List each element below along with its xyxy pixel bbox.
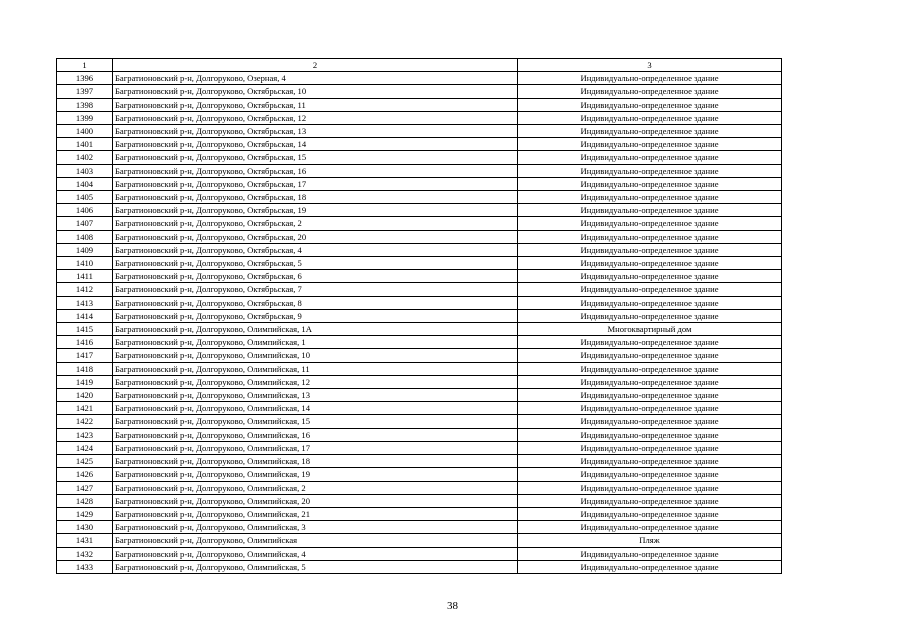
table-row — [57, 296, 782, 309]
row-object-type: Индивидуально-определенное здание — [518, 283, 782, 296]
row-object-type: Индивидуально-определенное здание — [518, 309, 782, 322]
row-address: Багратионовский р-н, Долгоруково, Олимпийская, 19 — [113, 468, 518, 481]
row-address: Багратионовский р-н, Долгоруково, Октябрьская, 9 — [113, 309, 518, 322]
row-number: 1406 — [57, 204, 113, 217]
table-row — [57, 507, 782, 520]
table-row — [57, 349, 782, 362]
row-object-type: Индивидуально-определенное здание — [518, 362, 782, 375]
row-object-type: Индивидуально-определенное здание — [518, 441, 782, 454]
row-object-type: Индивидуально-определенное здание — [518, 111, 782, 124]
row-number: 1401 — [57, 138, 113, 151]
table-row — [57, 151, 782, 164]
row-number: 1430 — [57, 521, 113, 534]
table-row — [57, 547, 782, 560]
row-number: 1414 — [57, 309, 113, 322]
row-number: 1397 — [57, 85, 113, 98]
row-address: Багратионовский р-н, Долгоруково, Олимпийская, 1А — [113, 323, 518, 336]
table-row — [57, 270, 782, 283]
row-address: Багратионовский р-н, Долгоруково, Олимпийская, 4 — [113, 547, 518, 560]
table-row — [57, 336, 782, 349]
row-object-type: Индивидуально-определенное здание — [518, 257, 782, 270]
column-header-address: 2 — [113, 59, 518, 72]
row-address: Багратионовский р-н, Долгоруково, Октябрьская, 2 — [113, 217, 518, 230]
row-object-type: Индивидуально-определенное здание — [518, 230, 782, 243]
table-row — [57, 481, 782, 494]
row-object-type: Индивидуально-определенное здание — [518, 177, 782, 190]
row-object-type: Индивидуально-определенное здание — [518, 402, 782, 415]
row-number: 1431 — [57, 534, 113, 547]
row-number: 1420 — [57, 389, 113, 402]
table-row — [57, 455, 782, 468]
row-number: 1428 — [57, 494, 113, 507]
table-row — [57, 204, 782, 217]
row-object-type: Индивидуально-определенное здание — [518, 375, 782, 388]
row-object-type: Многоквартирный дом — [518, 323, 782, 336]
row-number: 1427 — [57, 481, 113, 494]
table-row — [57, 494, 782, 507]
table-row — [57, 323, 782, 336]
row-object-type: Индивидуально-определенное здание — [518, 72, 782, 85]
row-number: 1417 — [57, 349, 113, 362]
row-address: Багратионовский р-н, Долгоруково, Олимпийская, 17 — [113, 441, 518, 454]
row-number: 1433 — [57, 560, 113, 573]
row-number: 1404 — [57, 177, 113, 190]
row-number: 1412 — [57, 283, 113, 296]
row-object-type: Индивидуально-определенное здание — [518, 243, 782, 256]
row-object-type: Индивидуально-определенное здание — [518, 481, 782, 494]
table-row — [57, 283, 782, 296]
row-address: Багратионовский р-н, Долгоруково, Озерная, 4 — [113, 72, 518, 85]
row-address: Багратионовский р-н, Долгоруково, Олимпийская, 5 — [113, 560, 518, 573]
row-address: Багратионовский р-н, Долгоруково, Олимпийская, 18 — [113, 455, 518, 468]
table-row — [57, 560, 782, 573]
row-address: Багратионовский р-н, Долгоруково, Октябрьская, 14 — [113, 138, 518, 151]
row-address: Багратионовский р-н, Долгоруково, Олимпийская — [113, 534, 518, 547]
page-number: 38 — [447, 600, 458, 612]
row-object-type: Индивидуально-определенное здание — [518, 428, 782, 441]
row-object-type: Индивидуально-определенное здание — [518, 151, 782, 164]
row-address: Багратионовский р-н, Долгоруково, Октябрьская, 11 — [113, 98, 518, 111]
table-row — [57, 441, 782, 454]
table-row — [57, 402, 782, 415]
row-number: 1432 — [57, 547, 113, 560]
table-row — [57, 309, 782, 322]
row-address: Багратионовский р-н, Долгоруково, Олимпийская, 16 — [113, 428, 518, 441]
row-address: Багратионовский р-н, Долгоруково, Октябрьская, 12 — [113, 111, 518, 124]
table-row — [57, 415, 782, 428]
row-object-type: Индивидуально-определенное здание — [518, 191, 782, 204]
table-row — [57, 138, 782, 151]
row-address: Багратионовский р-н, Долгоруково, Олимпийская, 13 — [113, 389, 518, 402]
table-row — [57, 428, 782, 441]
row-address: Багратионовский р-н, Долгоруково, Октябрьская, 8 — [113, 296, 518, 309]
row-object-type: Индивидуально-определенное здание — [518, 125, 782, 138]
row-address: Багратионовский р-н, Долгоруково, Октябрьская, 7 — [113, 283, 518, 296]
row-object-type: Индивидуально-определенное здание — [518, 138, 782, 151]
row-address: Багратионовский р-н, Долгоруково, Олимпийская, 1 — [113, 336, 518, 349]
row-number: 1419 — [57, 375, 113, 388]
row-number: 1426 — [57, 468, 113, 481]
table-row — [57, 375, 782, 388]
row-object-type: Индивидуально-определенное здание — [518, 296, 782, 309]
table-row — [57, 125, 782, 138]
table-row — [57, 362, 782, 375]
row-object-type: Индивидуально-определенное здание — [518, 560, 782, 573]
row-number: 1416 — [57, 336, 113, 349]
row-address: Багратионовский р-н, Долгоруково, Октябрьская, 17 — [113, 177, 518, 190]
row-object-type: Индивидуально-определенное здание — [518, 98, 782, 111]
row-address: Багратионовский р-н, Долгоруково, Октябрьская, 10 — [113, 85, 518, 98]
table-row — [57, 534, 782, 547]
table-row — [57, 230, 782, 243]
property-table — [56, 58, 782, 574]
row-address: Багратионовский р-н, Долгоруково, Олимпийская, 3 — [113, 521, 518, 534]
table-row — [57, 217, 782, 230]
row-address: Багратионовский р-н, Долгоруково, Октябрьская, 19 — [113, 204, 518, 217]
column-header-number: 1 — [57, 59, 113, 72]
row-number: 1424 — [57, 441, 113, 454]
row-address: Багратионовский р-н, Долгоруково, Олимпийская, 11 — [113, 362, 518, 375]
row-object-type: Индивидуально-определенное здание — [518, 349, 782, 362]
table-row — [57, 257, 782, 270]
row-number: 1405 — [57, 191, 113, 204]
row-number: 1399 — [57, 111, 113, 124]
row-object-type: Индивидуально-определенное здание — [518, 494, 782, 507]
row-address: Багратионовский р-н, Долгоруково, Олимпийская, 21 — [113, 507, 518, 520]
row-number: 1423 — [57, 428, 113, 441]
row-address: Багратионовский р-н, Долгоруково, Октябрьская, 13 — [113, 125, 518, 138]
row-address: Багратионовский р-н, Долгоруково, Олимпийская, 14 — [113, 402, 518, 415]
row-address: Багратионовский р-н, Долгоруково, Октябрьская, 15 — [113, 151, 518, 164]
row-object-type: Индивидуально-определенное здание — [518, 270, 782, 283]
row-number: 1410 — [57, 257, 113, 270]
row-number: 1415 — [57, 323, 113, 336]
row-object-type: Индивидуально-определенное здание — [518, 85, 782, 98]
row-address: Багратионовский р-н, Долгоруково, Октябрьская, 5 — [113, 257, 518, 270]
row-number: 1407 — [57, 217, 113, 230]
row-number: 1402 — [57, 151, 113, 164]
table-row — [57, 85, 782, 98]
header-row — [57, 59, 782, 72]
table-row — [57, 521, 782, 534]
row-address: Багратионовский р-н, Долгоруково, Октябрьская, 16 — [113, 164, 518, 177]
row-object-type: Индивидуально-определенное здание — [518, 217, 782, 230]
row-object-type: Индивидуально-определенное здание — [518, 389, 782, 402]
row-number: 1398 — [57, 98, 113, 111]
row-object-type: Индивидуально-определенное здание — [518, 336, 782, 349]
row-number: 1396 — [57, 72, 113, 85]
table-row — [57, 177, 782, 190]
row-address: Багратионовский р-н, Долгоруково, Олимпийская, 15 — [113, 415, 518, 428]
row-number: 1400 — [57, 125, 113, 138]
row-object-type: Индивидуально-определенное здание — [518, 507, 782, 520]
row-address: Багратионовский р-н, Долгоруково, Олимпийская, 12 — [113, 375, 518, 388]
table-row — [57, 72, 782, 85]
table-row — [57, 243, 782, 256]
row-number: 1413 — [57, 296, 113, 309]
table-row — [57, 98, 782, 111]
row-address: Багратионовский р-н, Долгоруково, Октябрьская, 6 — [113, 270, 518, 283]
table-body — [57, 72, 782, 574]
row-object-type: Индивидуально-определенное здание — [518, 468, 782, 481]
row-object-type: Пляж — [518, 534, 782, 547]
table-row — [57, 389, 782, 402]
row-address: Багратионовский р-н, Долгоруково, Олимпийская, 10 — [113, 349, 518, 362]
row-object-type: Индивидуально-определенное здание — [518, 164, 782, 177]
row-number: 1422 — [57, 415, 113, 428]
table-row — [57, 468, 782, 481]
row-number: 1409 — [57, 243, 113, 256]
row-address: Багратионовский р-н, Долгоруково, Октябрьская, 4 — [113, 243, 518, 256]
row-object-type: Индивидуально-определенное здание — [518, 415, 782, 428]
row-object-type: Индивидуально-определенное здание — [518, 547, 782, 560]
row-address: Багратионовский р-н, Долгоруково, Октябрьская, 18 — [113, 191, 518, 204]
row-number: 1411 — [57, 270, 113, 283]
table-row — [57, 164, 782, 177]
row-address: Багратионовский р-н, Долгоруково, Олимпийская, 20 — [113, 494, 518, 507]
row-number: 1418 — [57, 362, 113, 375]
row-address: Багратионовский р-н, Долгоруково, Олимпийская, 2 — [113, 481, 518, 494]
row-number: 1425 — [57, 455, 113, 468]
table-row — [57, 111, 782, 124]
row-object-type: Индивидуально-определенное здание — [518, 204, 782, 217]
row-number: 1408 — [57, 230, 113, 243]
row-object-type: Индивидуально-определенное здание — [518, 455, 782, 468]
row-object-type: Индивидуально-определенное здание — [518, 521, 782, 534]
column-header-type: 3 — [518, 59, 782, 72]
row-number: 1421 — [57, 402, 113, 415]
table-row — [57, 191, 782, 204]
row-number: 1429 — [57, 507, 113, 520]
row-address: Багратионовский р-н, Долгоруково, Октябрьская, 20 — [113, 230, 518, 243]
row-number: 1403 — [57, 164, 113, 177]
